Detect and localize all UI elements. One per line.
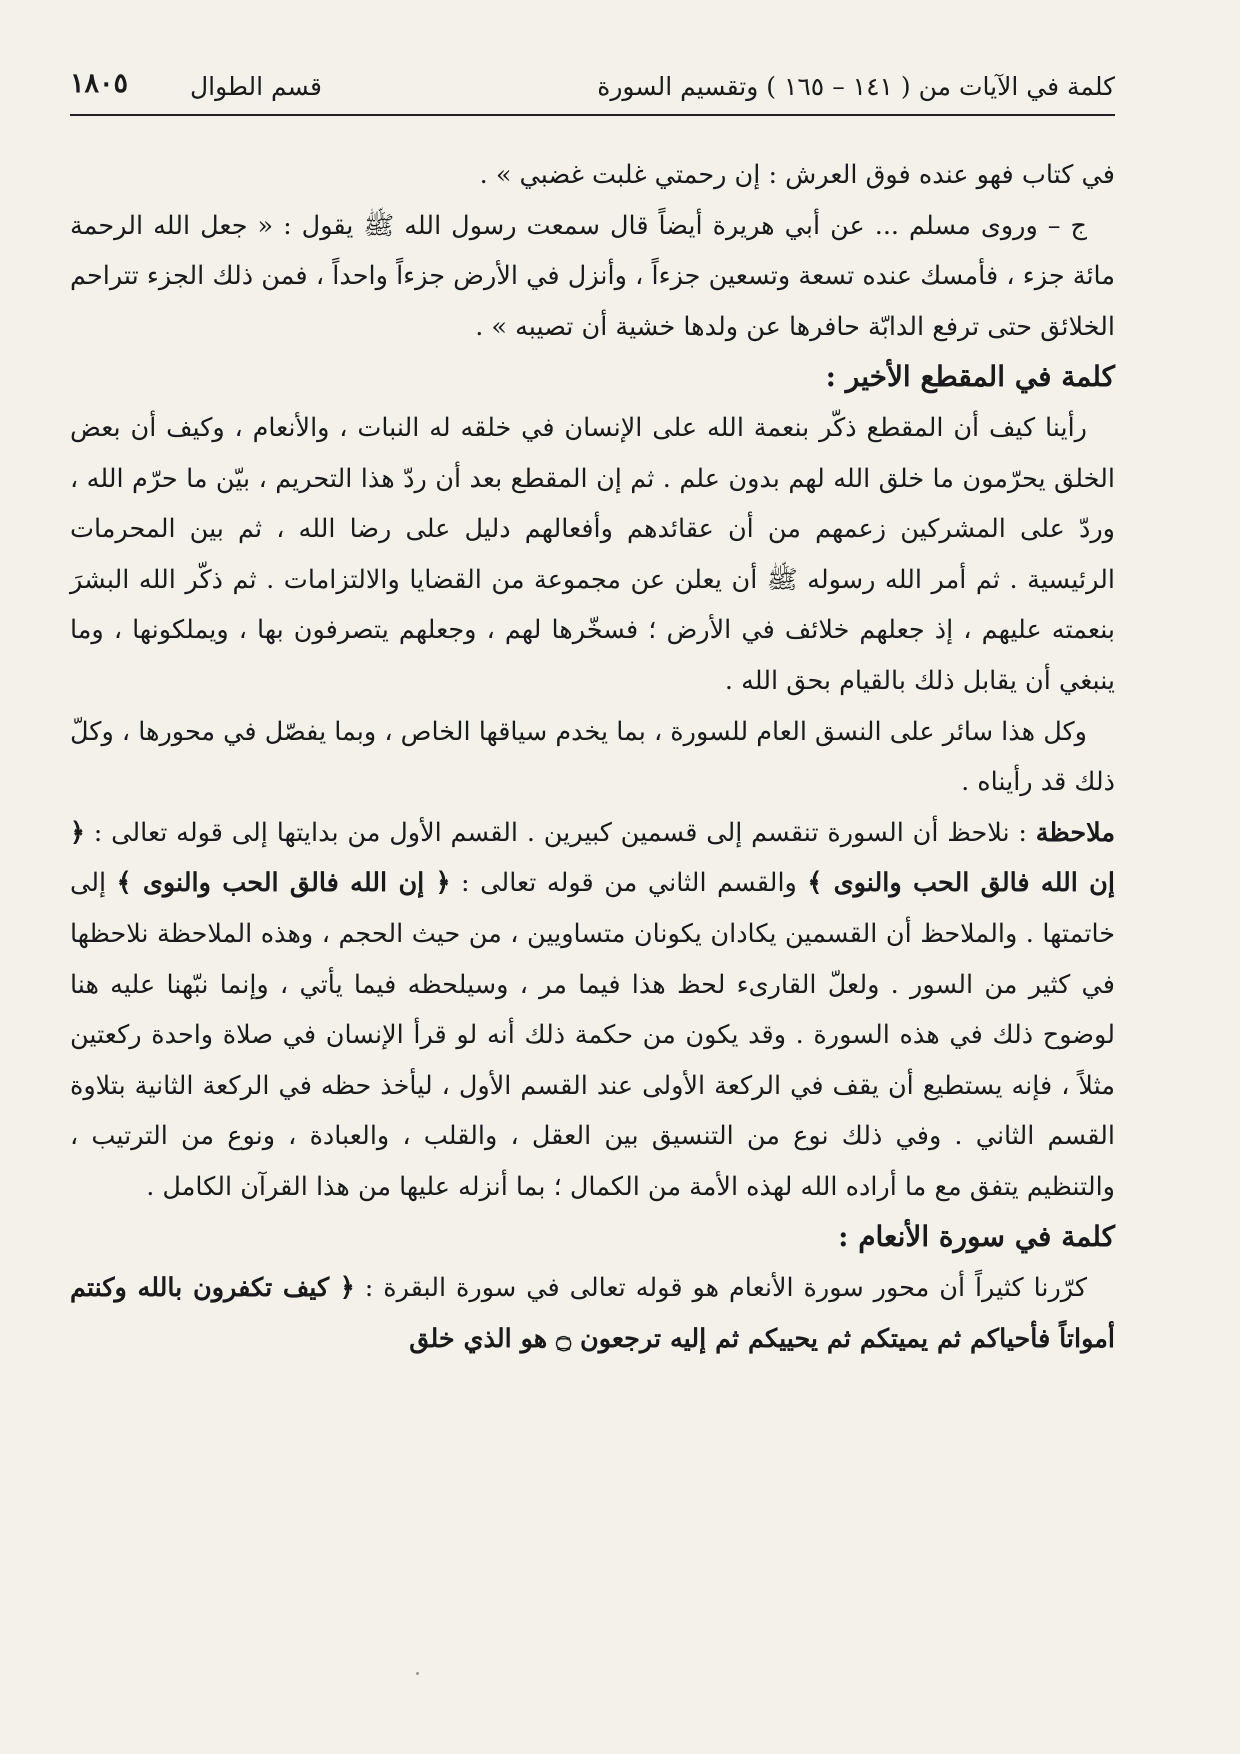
paragraph-surah-axis [70,1263,1115,1364]
note-quote-2: ﴿ إن الله فالق الحب والنوى ﴾ [116,868,451,899]
header-title: كلمة في الآيات من ( ١٤١ – ١٦٥ ) وتقسيم السورة [597,72,1115,101]
paragraph-context: وكل هذا سائر على النسق العام للسورة ، بما يخدم سياقها الخاص ، وبما يفصّل في محورها ، وكلّ ذلك قد رأيناه . [70,716,1115,798]
scan-speck [416,1672,419,1675]
heading-surah-anam: كلمة في سورة الأنعام : [838,1220,1115,1254]
running-header [70,58,1115,116]
page-number: ١٨٠٥ [70,68,129,99]
header-section: قسم الطوال [190,72,322,101]
note-text-3: إلى خاتمتها . والملاحظ أن القسمين يكادان يكونان متساويين ، من حيث الحجم ، وهذه الملاحظة نلاحظها في كثير من السور . ولعلّ القارىء لحظ هذا فيما مر ، وسيلحظه فيما يأتي ، وإنما نبّهنا عليه هنا لوضوح ذلك في هذه السورة . وقد يكون من حكمة ذلك أنه لو قرأ الإنسان في صلاة واحدة ركعتين مثلاً ، فإنه يستطيع أن يقف في الركعة الأولى عند القسم الأول ، ليأخذ حظه في الركعة الثانية بتلاوة القسم الثاني . وفي ذلك نوع من التنسيق بين العقل ، والقلب ، والعبادة ، ونوع من الترتيب ، والتنظيم يتفق مع ما أراده الله لهذه الأمة من الكمال ؛ بما أنزله عليها من هذا القرآن الكامل . [70,868,1115,1202]
note-text-1: : نلاحظ أن السورة تنقسم إلى قسمين كبيرين . القسم الأول من بدايتها إلى قوله تعالى : [84,817,1036,848]
note-label: ملاحظة [1035,817,1115,848]
paragraph-note [70,808,1115,1213]
note-text-2: والقسم الثاني من قوله تعالى : [450,868,808,899]
book-page [70,58,1115,1708]
body-text [70,150,1115,1364]
note-quote-1: ﴿ إن الله فالق الحب والنوى ﴾ [70,817,1115,899]
heading-last-section: كلمة في المقطع الأخير : [825,360,1115,394]
paragraph-hadith-end: في كتاب فهو عنده فوق العرش : إن رحمتي غلبت غضبي » . [479,160,1115,190]
axis-text: كرّرنا كثيراً أن محور سورة الأنعام هو قوله تعالى في سورة البقرة : [354,1273,1087,1304]
paragraph-last-section: رأينا كيف أن المقطع ذكّر بنعمة الله على الإنسان في خلقه له النبات ، والأنعام ، وكيف أن بعض الخلق يحرّمون ما خلق الله لهم بدون علم . ثم إن المقطع بعد أن ردّ هذا التحريم ، بيّن ما حرّم الله ، وردّ على المشركين زعمهم من أن عقائدهم وأفعالهم دليل على رضا الله ، ثم بين المحرمات الرئيسية . ثم أمر الله رسوله ﷺ أن يعلن عن مجموعة من القضايا والالتزامات . ثم ذكّر الله البشرَ بنعمته عليهم ، إذ جعلهم خلائف في الأرض ؛ فسخّرها لهم ، وجعلهم يتصرفون بها ، ويملكونها ، وما ينبغي أن يقابل ذلك بالقيام بحق الله . [70,412,1115,696]
paragraph-hadith-muslim: ج – وروى مسلم ... عن أبي هريرة أيضاً قال سمعت رسول الله ﷺ يقول : « جعل الله الرحمة مائة جزء ، فأمسك عنده تسعة وتسعين جزءاً ، وأنزل في الأرض جزءاً واحداً ، فمن ذلك الجزء تتراحم الخلائق حتى ترفع الدابّة حافرها عن ولدها خشية أن تصيبه » . [70,210,1115,342]
axis-quote: ﴿ كيف تكفرون بالله وكنتم أمواتاً فأحياكم ثم يميتكم ثم يحييكم ثم إليه ترجعون ۝ هو الذي خلق [70,1273,1115,1354]
